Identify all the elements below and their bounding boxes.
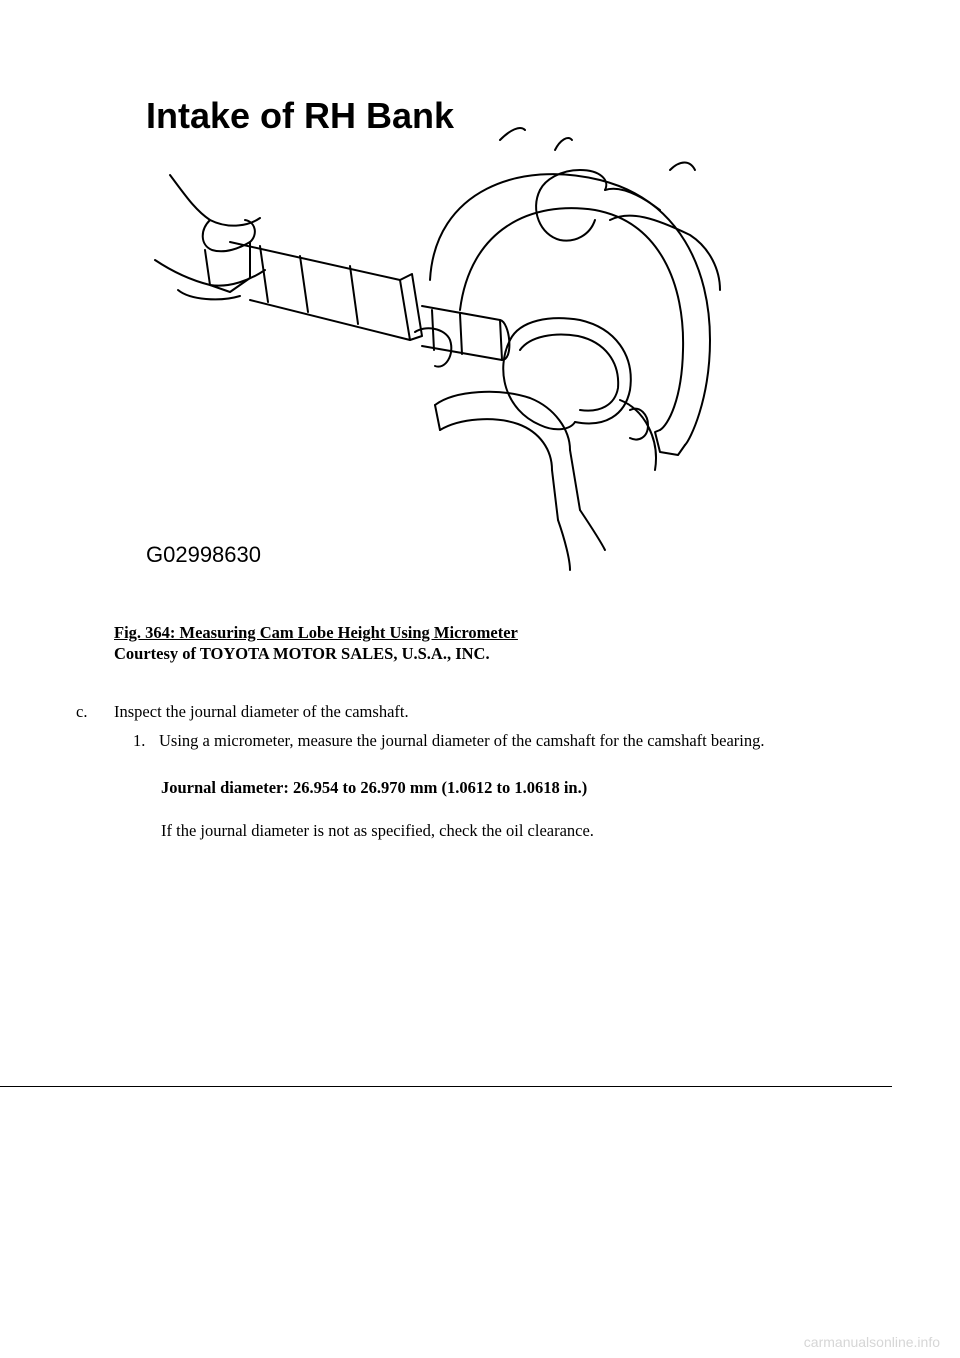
step-1-marker: 1. [133, 731, 146, 750]
journal-diameter-spec: Journal diameter: 26.954 to 26.970 mm (1.0612 to 1.0618 in.) [161, 778, 588, 797]
figure-code: G02998630 [146, 542, 261, 567]
figure-label: Fig. 364: Measuring Cam Lobe Height Using Micrometer [114, 623, 518, 642]
courtesy-line: Courtesy of TOYOTA MOTOR SALES, U.S.A., INC. [114, 644, 490, 663]
step-c-marker: c. [76, 702, 88, 721]
step-1-text: Using a micrometer, measure the journal diameter of the camshaft for the camshaft bearing. [159, 731, 765, 750]
step-c-text: Inspect the journal diameter of the camshaft. [114, 702, 409, 721]
step-1 [133, 730, 764, 751]
footer-divider [0, 1086, 892, 1087]
figure-caption [114, 622, 518, 664]
watermark: carmanualsonline.info [803, 1334, 940, 1350]
figure-title: Intake of RH Bank [146, 95, 455, 136]
oil-clearance-note: If the journal diameter is not as specified, check the oil clearance. [161, 821, 594, 840]
illustration-drawing [155, 128, 720, 570]
step-c [76, 701, 409, 722]
figure-illustration [100, 70, 760, 590]
micrometer-on-camshaft-illustration [100, 70, 760, 590]
